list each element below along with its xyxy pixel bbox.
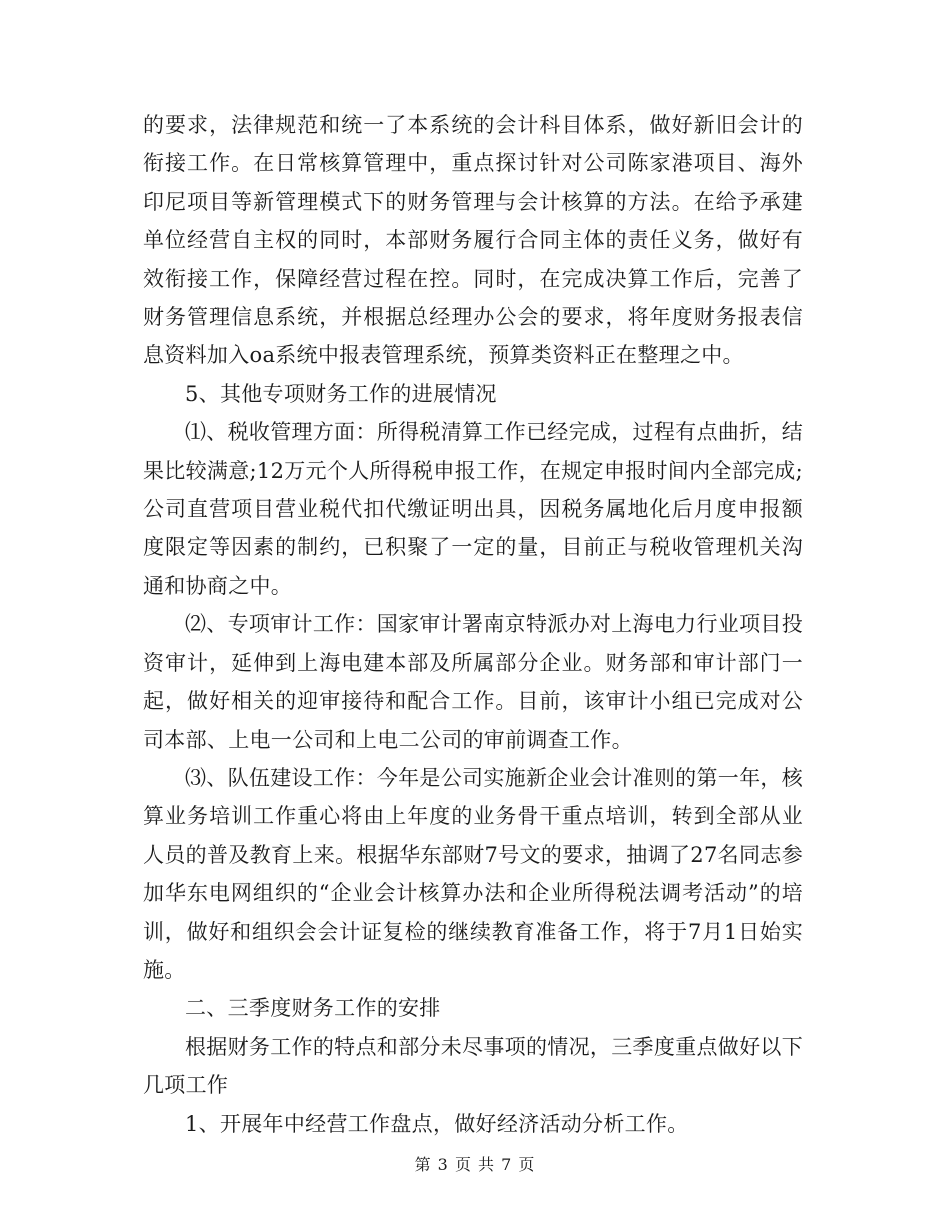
paragraph-continuation: 的要求，法律规范和统一了本系统的会计科目体系，做好新旧会计的衔接工作。在日常核算管理中，重点探讨针对公司陈家港项目、海外印尼项目等新管理模式下的财务管理与会计核算的方法。在给予承建单位经营自主权的同时，本部财务履行合同主体的责任义务，做好有效衔接工作，保障经营过程在控。同时，在完成决算工作后，完善了财务管理信息系统，并根据总经理办公会的要求，将年度财务报表信息资料加入oa系统中报表管理系统，预算类资料正在整理之中。 bbox=[143, 113, 803, 368]
list-item-1: 1、开展年中经营工作盘点，做好经济活动分析工作。 bbox=[185, 1111, 689, 1136]
section-heading-q3-plan: 二、三季度财务工作的安排 bbox=[185, 996, 441, 1021]
paragraph-team-building: ⑶、队伍建设工作：今年是公司实施新企业会计准则的第一年，核算业务培训工作重心将由上年度的业务骨干重点培训，转到全部从业人员的普及教育上来。根据华东部财7号文的要求，抽调了27名同志参加华东电网组织的“企业会计核算办法和企业所得税法调考活动”的培训，做好和组织会会计证复检的继续教育准备工作，将于7月1日始实施。 bbox=[143, 765, 803, 982]
document-body bbox=[143, 106, 803, 1143]
paragraph-special-audit: ⑵、专项审计工作：国家审计署南京特派办对上海电力行业项目投资审计，延伸到上海电建本部及所属部分企业。财务部和审计部门一起，做好相关的迎审接待和配合工作。目前，该审计小组已完成对公司本部、上电一公司和上电二公司的审前调查工作。 bbox=[143, 612, 803, 752]
section-heading-special-finance: 5、其他专项财务工作的进展情况 bbox=[185, 381, 497, 406]
page-number: 第 3 页 共 7 页 bbox=[414, 1155, 536, 1174]
paragraph-q3-intro: 根据财务工作的特点和部分未尽事项的情况，三季度重点做好以下几项工作 bbox=[143, 1034, 803, 1098]
paragraph-tax-management: ⑴、税收管理方面：所得税清算工作已经完成，过程有点曲折，结果比较满意;12万元个人所得税申报工作，在规定申报时间内全部完成;公司直营项目营业税代扣代缴证明出具，因税务属地化后月度申报额度限定等因素的制约，已积聚了一定的量，目前正与税收管理机关沟通和协商之中。 bbox=[143, 420, 803, 598]
